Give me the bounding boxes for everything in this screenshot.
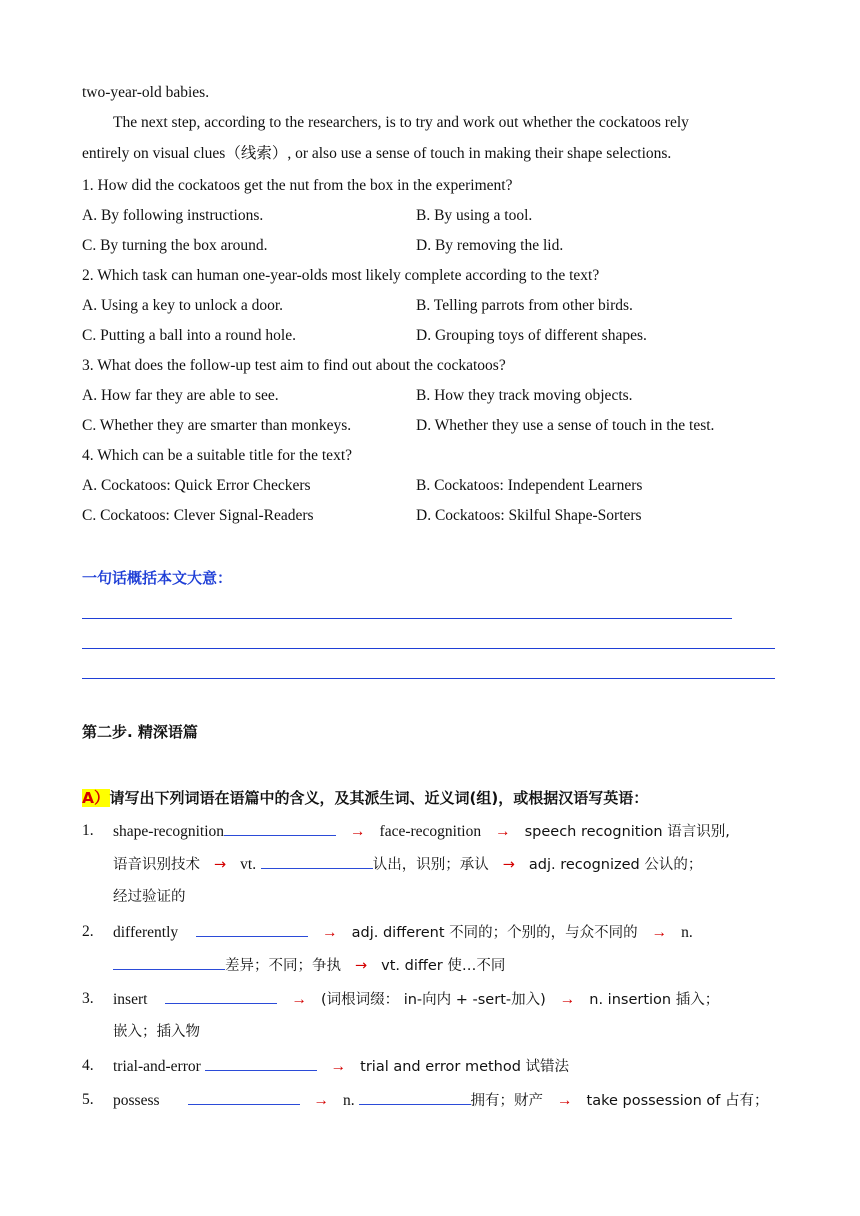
- vocab-derivative: face-recognition: [379, 823, 482, 840]
- item-number: 4.: [82, 1057, 94, 1074]
- option-b[interactable]: B. How they track moving objects.: [416, 387, 633, 404]
- option-b[interactable]: B. By using a tool.: [416, 207, 533, 224]
- passage-line: The next step, according to the researchers, is to try and work out whether the cockatoos rely: [113, 114, 689, 131]
- answer-blank[interactable]: [113, 955, 225, 970]
- vocab-derivative: adj. different 不同的；个别的，与众不同的: [351, 925, 638, 941]
- vocab-word: possess: [113, 1092, 160, 1109]
- vocab-item-5-line1: [113, 1090, 769, 1111]
- option-b[interactable]: B. Cockatoos: Independent Learners: [416, 477, 643, 494]
- option-row: [82, 476, 643, 496]
- vocab-item-1-line2: [113, 854, 702, 875]
- item-number: 2.: [82, 923, 94, 940]
- arrow-icon: →: [350, 823, 366, 840]
- section-heading: 第二步. 精深语篇: [82, 723, 198, 741]
- answer-blank[interactable]: [165, 989, 277, 1004]
- item-number: 5.: [82, 1091, 94, 1108]
- vocab-word: insert: [113, 991, 148, 1008]
- arrow-icon: →: [495, 823, 511, 840]
- vocab-meaning: 差异；不同；争执: [225, 958, 341, 974]
- option-c[interactable]: C. By turning the box around.: [82, 237, 268, 254]
- passage-line: entirely on visual clues（线索）, or also use a sense of touch in making their shape selections.: [82, 145, 672, 162]
- answer-blank[interactable]: [196, 922, 308, 937]
- option-row: [82, 506, 642, 526]
- question-text: 3. What does the follow-up test aim to find out about the cockatoos?: [82, 357, 506, 374]
- option-c[interactable]: C. Cockatoos: Clever Signal-Readers: [82, 507, 314, 524]
- option-d[interactable]: D. Whether they use a sense of touch in the test.: [416, 417, 715, 434]
- arrow-icon: →: [557, 1092, 573, 1109]
- vocab-derivative: speech recognition 语言识别,: [524, 824, 730, 840]
- vocab-derivative: adj. recognized 公认的；: [528, 857, 703, 873]
- arrow-icon: →: [559, 991, 576, 1008]
- vocab-derivative: n. insertion 插入；: [589, 992, 720, 1008]
- arrow-icon: →: [330, 1058, 347, 1075]
- answer-blank[interactable]: [205, 1056, 317, 1071]
- vocab-derivative: trial and error method 试错法: [360, 1059, 570, 1075]
- vocab-pos: n.: [343, 1092, 355, 1109]
- arrow-icon: →: [502, 857, 515, 873]
- vocab-item-2-line2: [113, 955, 505, 976]
- vocab-word: trial-and-error: [113, 1058, 201, 1075]
- option-d[interactable]: D. Cockatoos: Skilful Shape-Sorters: [416, 507, 642, 524]
- vocab-item-3-line1: [113, 989, 719, 1010]
- option-row: [82, 296, 633, 316]
- item-number: 3.: [82, 990, 94, 1007]
- vocab-word: shape-recognition: [113, 823, 225, 840]
- vocab-word: differently: [113, 924, 179, 941]
- arrow-icon: →: [322, 924, 338, 941]
- vocab-item-1-line1: [113, 821, 730, 842]
- option-d[interactable]: D. Grouping toys of different shapes.: [416, 327, 647, 344]
- vocab-meaning: 拥有；财产: [470, 1093, 544, 1109]
- vocab-pos: vt.: [240, 856, 257, 873]
- answer-line[interactable]: [82, 618, 732, 619]
- question-text: 2. Which task can human one-year-olds most likely complete according to the text?: [82, 267, 600, 284]
- vocab-derivative: vt. differ 使…不同: [381, 958, 506, 974]
- option-d[interactable]: D. By removing the lid.: [416, 237, 564, 254]
- arrow-icon: →: [291, 991, 307, 1008]
- answer-blank[interactable]: [359, 1090, 471, 1105]
- section-a-instruction: 请写出下列词语在语篇中的含义，及其派生词、近义词(组)，或根据汉语写英语：: [109, 789, 649, 807]
- answer-line[interactable]: [82, 648, 775, 649]
- option-row: [82, 206, 533, 226]
- vocab-meaning: 嵌入；插入物: [113, 1024, 200, 1040]
- section-a-label: A）: [82, 789, 110, 807]
- vocab-item-4-line1: [113, 1056, 569, 1077]
- section-a-instruction-row: [82, 788, 648, 809]
- vocab-meaning: 认出，识别；承认: [372, 857, 489, 873]
- vocab-meaning: 语音识别技术: [113, 857, 200, 873]
- arrow-icon: →: [313, 1092, 330, 1109]
- option-row: [82, 326, 647, 346]
- answer-blank[interactable]: [261, 854, 373, 869]
- option-row: [82, 386, 633, 406]
- vocab-item-2-line1: [113, 922, 693, 943]
- arrow-icon: →: [355, 958, 368, 974]
- option-b[interactable]: B. Telling parrots from other birds.: [416, 297, 633, 314]
- question-text: 1. How did the cockatoos get the nut from the box in the experiment?: [82, 177, 513, 194]
- option-a[interactable]: A. By following instructions.: [82, 207, 264, 224]
- vocab-meaning: 经过验证的: [113, 889, 186, 905]
- option-c[interactable]: C. Whether they are smarter than monkeys.: [82, 417, 352, 434]
- summary-title: 一句话概括本文大意：: [82, 569, 233, 587]
- vocab-derivative: take possession of 占有；: [586, 1093, 769, 1109]
- answer-blank[interactable]: [188, 1090, 300, 1105]
- option-a[interactable]: A. Cockatoos: Quick Error Checkers: [82, 477, 311, 494]
- arrow-icon: →: [214, 857, 227, 873]
- option-a[interactable]: A. Using a key to unlock a door.: [82, 297, 284, 314]
- passage-line: two-year-old babies.: [82, 84, 210, 101]
- vocab-pos: n.: [681, 924, 693, 941]
- option-a[interactable]: A. How far they are able to see.: [82, 387, 279, 404]
- answer-blank[interactable]: [224, 821, 336, 836]
- option-row: [82, 236, 564, 256]
- option-c[interactable]: C. Putting a ball into a round hole.: [82, 327, 296, 344]
- answer-line[interactable]: [82, 678, 775, 679]
- option-row: [82, 416, 715, 436]
- vocab-root-note: (词根词缀： in-向内 + -sert-加入): [320, 992, 546, 1008]
- arrow-icon: →: [651, 924, 668, 941]
- item-number: 1.: [82, 822, 94, 839]
- question-text: 4. Which can be a suitable title for the text?: [82, 447, 353, 464]
